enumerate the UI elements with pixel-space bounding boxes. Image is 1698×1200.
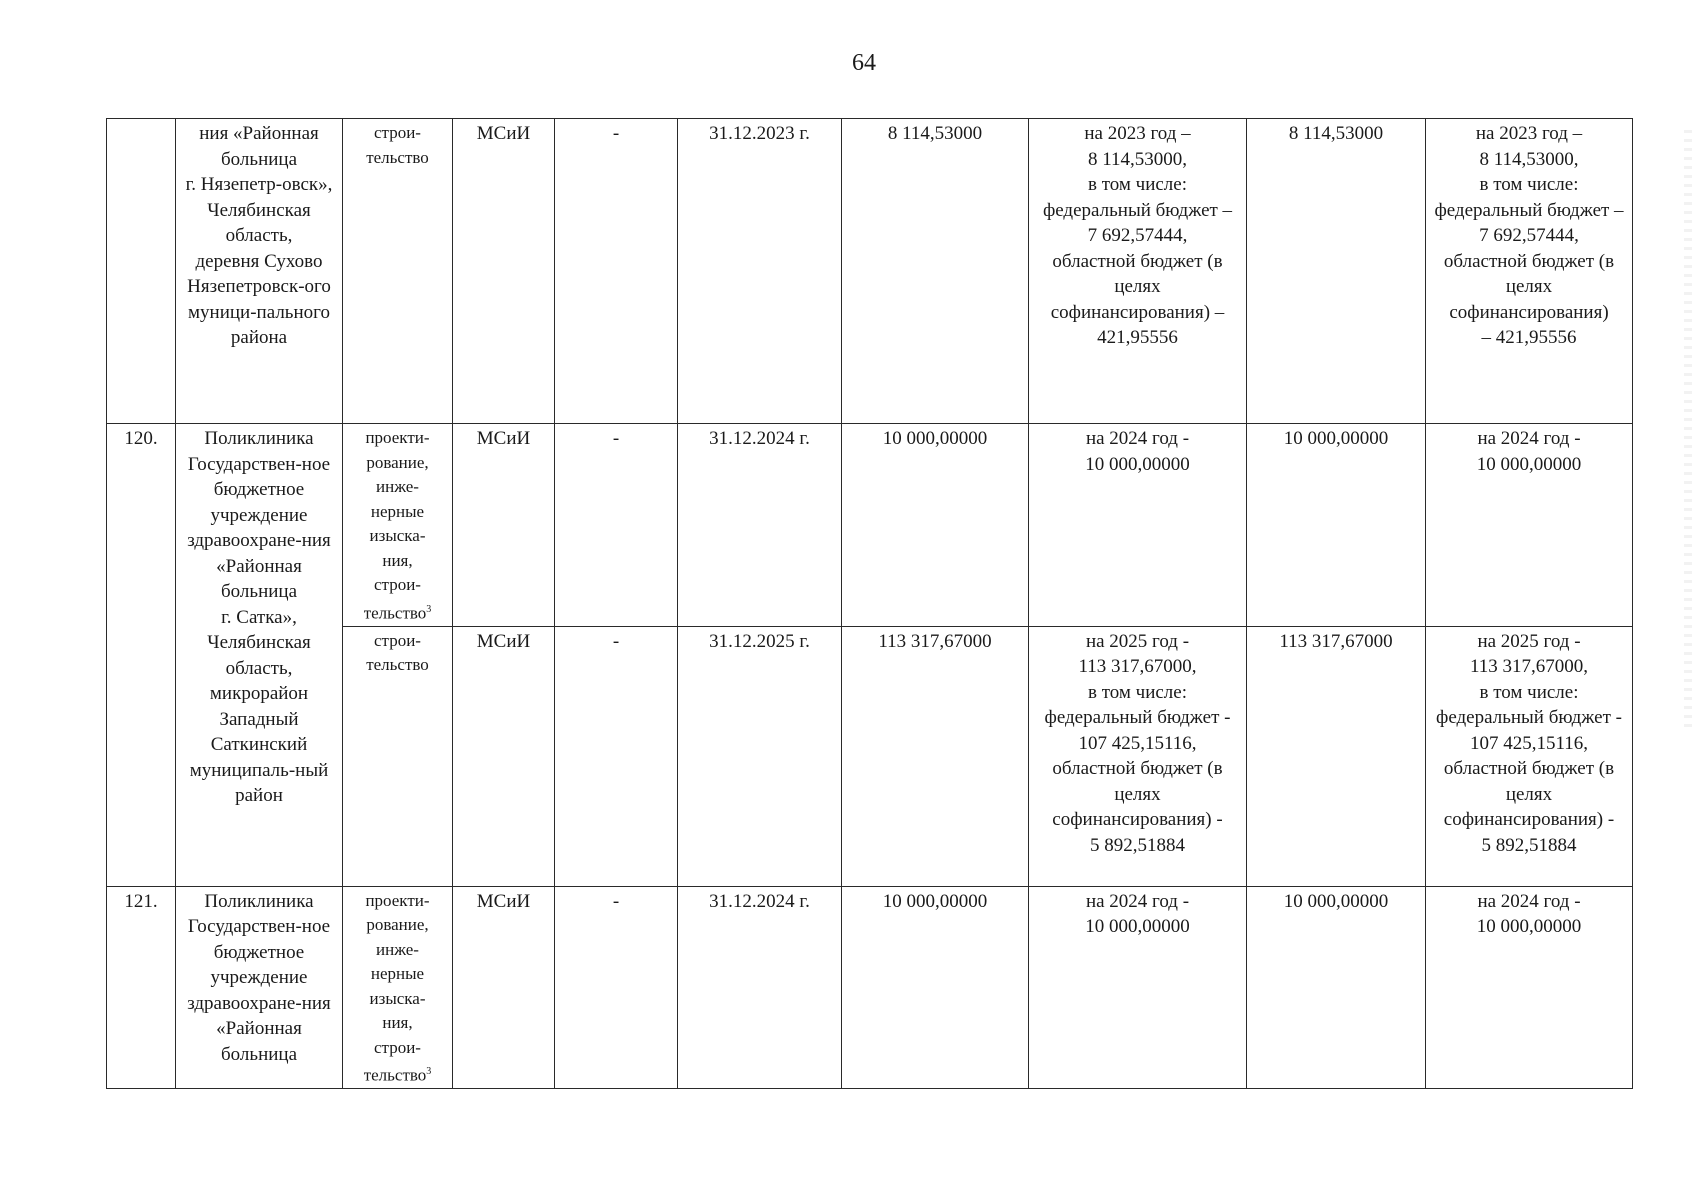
- table-row: [107, 886, 1633, 1089]
- dash-cell: -: [555, 119, 678, 424]
- footnote-mark: 3: [426, 603, 432, 615]
- footnote-mark: 3: [426, 1066, 432, 1078]
- dash-cell: -: [555, 626, 678, 886]
- row-number: 120.: [107, 424, 176, 887]
- funding-limit-plan: на 2025 год - 113 317,67000, в том числе: федеральный бюджет - 107 425,15116, областной бюджет (в целях софинансирования) - 5 892,51884: [1426, 626, 1633, 886]
- customer: МСиИ: [453, 424, 555, 627]
- funding-limit: 113 317,67000: [1247, 626, 1426, 886]
- work-type: строи- тельство: [343, 626, 453, 886]
- deadline: 31.12.2024 г.: [678, 424, 842, 627]
- funding-limit-plan: на 2024 год - 10 000,00000: [1426, 424, 1633, 627]
- estimated-cost: 10 000,00000: [842, 886, 1029, 1089]
- estimated-cost: 8 114,53000: [842, 119, 1029, 424]
- funding-limit: 10 000,00000: [1247, 886, 1426, 1089]
- customer: МСиИ: [453, 626, 555, 886]
- work-type: [343, 424, 453, 627]
- funding-limit-plan: на 2023 год – 8 114,53000, в том числе: федеральный бюджет – 7 692,57444, областной бюджет (в целях софинансирования) – 421,95556: [1426, 119, 1633, 424]
- page-number: 64: [852, 50, 876, 76]
- scan-edge-artifact: [1684, 130, 1692, 730]
- funding-plan: на 2024 год - 10 000,00000: [1029, 424, 1247, 627]
- funding-plan: на 2023 год – 8 114,53000, в том числе: федеральный бюджет – 7 692,57444, областной бюджет (в целях софинансирования) – 421,95556: [1029, 119, 1247, 424]
- customer: МСиИ: [453, 886, 555, 1089]
- investment-objects-table: [106, 118, 1633, 1089]
- funding-limit: 10 000,00000: [1247, 424, 1426, 627]
- funding-plan: на 2025 год - 113 317,67000, в том числе: федеральный бюджет - 107 425,15116, областной бюджет (в целях софинансирования) - 5 892,51884: [1029, 626, 1247, 886]
- object-name: Поликлиника Государствен-ное бюджетное учреждение здравоохране-ния «Районная больница: [176, 886, 343, 1089]
- table-row: [107, 424, 1633, 627]
- deadline: 31.12.2025 г.: [678, 626, 842, 886]
- object-name: ния «Районная больница г. Нязепетр-овск», Челябинская область, деревня Сухово Нязепетровск-ого муници-пального района: [176, 119, 343, 424]
- estimated-cost: 10 000,00000: [842, 424, 1029, 627]
- funding-limit-plan: на 2024 год - 10 000,00000: [1426, 886, 1633, 1089]
- work-type-text: проекти- рование, инже- нерные изыска- ния, строи- тельство: [363, 428, 430, 623]
- funding-limit: 8 114,53000: [1247, 119, 1426, 424]
- work-type-text: проекти- рование, инже- нерные изыска- ния, строи- тельство: [363, 890, 430, 1085]
- funding-plan: на 2024 год - 10 000,00000: [1029, 886, 1247, 1089]
- row-number: 121.: [107, 886, 176, 1089]
- work-type: строи- тельство: [343, 119, 453, 424]
- deadline: 31.12.2024 г.: [678, 886, 842, 1089]
- row-number: [107, 119, 176, 424]
- table-row: [107, 119, 1633, 424]
- dash-cell: -: [555, 424, 678, 627]
- dash-cell: -: [555, 886, 678, 1089]
- work-type: [343, 886, 453, 1089]
- object-name: Поликлиника Государствен-ное бюджетное учреждение здравоохране-ния «Районная больница г. Сатка», Челябинская область, микрорайон Западный Саткинский муниципаль-ный район: [176, 424, 343, 887]
- deadline: 31.12.2023 г.: [678, 119, 842, 424]
- customer: МСиИ: [453, 119, 555, 424]
- estimated-cost: 113 317,67000: [842, 626, 1029, 886]
